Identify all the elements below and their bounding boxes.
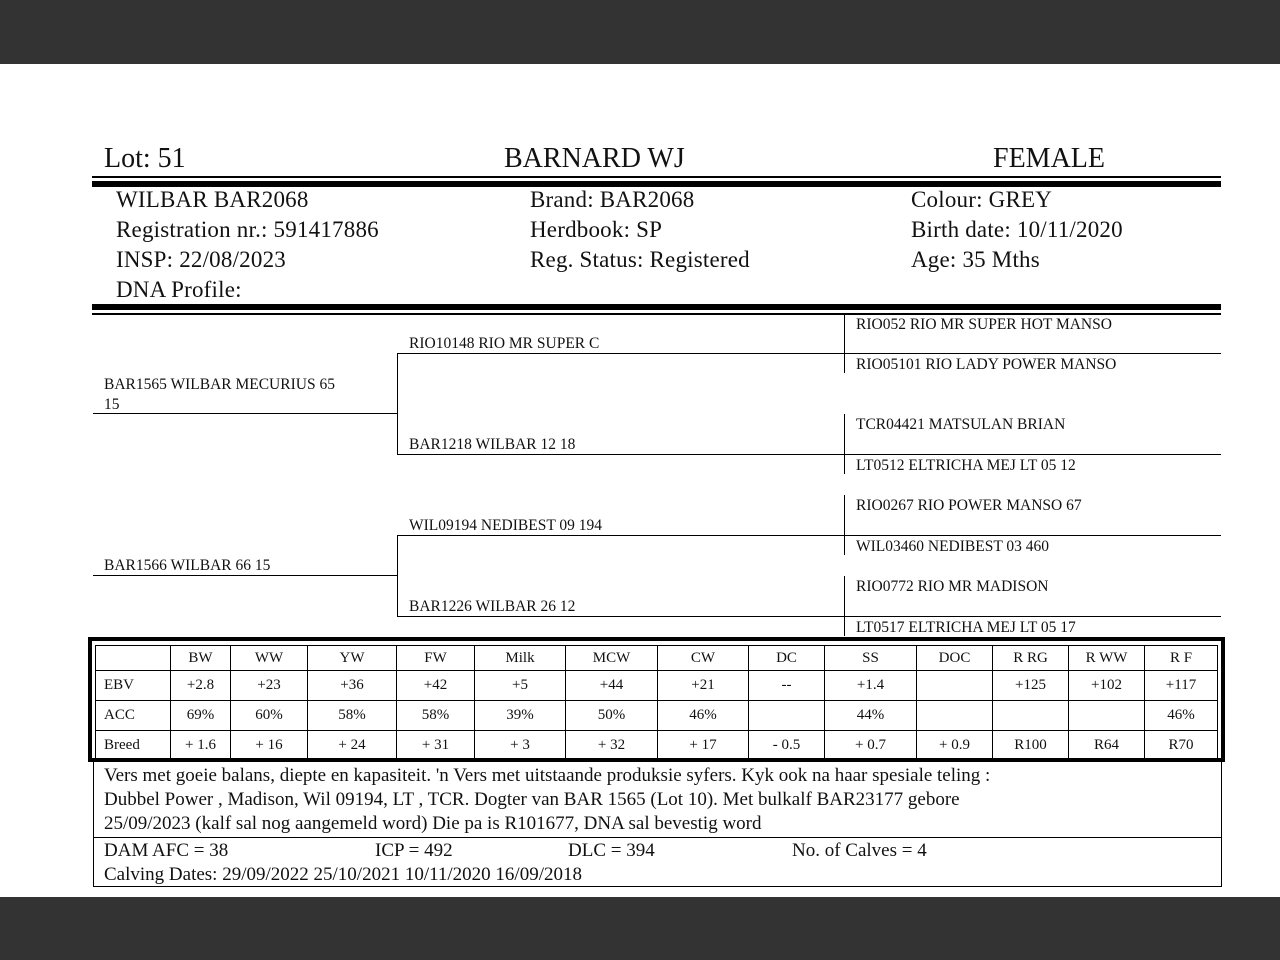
pedigree-line xyxy=(397,616,845,617)
ebv-header-cell: YW xyxy=(308,646,397,671)
ebv-cell: +23 xyxy=(231,671,308,701)
number-of-calves: No. of Calves = 4 xyxy=(792,840,927,861)
great-grandparent-8: LT0517 ELTRICHA MEJ LT 05 17 xyxy=(856,619,1076,636)
comment-line-1: Vers met goeie balans, diepte en kapasiteit. 'n Vers met uitstaande produksie syfers. Kyk ook na haar spesiale teling : xyxy=(104,765,991,786)
ebv-cell xyxy=(749,701,825,731)
ebv-cell: + 32 xyxy=(566,731,658,761)
ebv-cell: +36 xyxy=(308,671,397,701)
dam-name: BAR1566 WILBAR 66 15 xyxy=(104,557,271,574)
ebv-cell: 46% xyxy=(658,701,749,731)
ebv-cell: + 16 xyxy=(231,731,308,761)
pedigree-line xyxy=(93,575,398,576)
ebv-cell: +125 xyxy=(993,671,1069,701)
ebv-cell: + 0.7 xyxy=(825,731,917,761)
ebv-cell xyxy=(917,701,993,731)
ebv-cell: 58% xyxy=(308,701,397,731)
ebv-header-cell: CW xyxy=(658,646,749,671)
ebv-row-label: Breed xyxy=(96,731,171,761)
ebv-header-cell: BW xyxy=(171,646,231,671)
ebv-header-cell: FW xyxy=(397,646,475,671)
ebv-header-cell: DC xyxy=(749,646,825,671)
pedigree-line xyxy=(844,495,845,555)
ebv-row-label: EBV xyxy=(96,671,171,701)
dam-dam-name: BAR1226 WILBAR 26 12 xyxy=(409,598,576,615)
ebv-cell: 46% xyxy=(1145,701,1218,731)
sire-name: BAR1565 WILBAR MECURIUS 65 xyxy=(104,376,335,393)
ebv-cell: +2.8 xyxy=(171,671,231,701)
pedigree-line xyxy=(844,616,1221,617)
reg-status: Reg. Status: Registered xyxy=(530,247,750,272)
ebv-row-breed xyxy=(96,731,1218,761)
ebv-cell: +5 xyxy=(475,671,566,701)
ebv-cell: + 24 xyxy=(308,731,397,761)
ebv-cell: 60% xyxy=(231,701,308,731)
ebv-header-cell: R WW xyxy=(1069,646,1145,671)
age: Age: 35 Mths xyxy=(911,247,1040,272)
pedigree-line xyxy=(844,414,845,474)
ebv-cell: + 0.9 xyxy=(917,731,993,761)
ebv-header-cell: R F xyxy=(1145,646,1218,671)
dam-sire-name: WIL09194 NEDIBEST 09 194 xyxy=(409,517,603,534)
ebv-cell: 50% xyxy=(566,701,658,731)
ebv-cell: 69% xyxy=(171,701,231,731)
ebv-header-cell: R RG xyxy=(993,646,1069,671)
pedigree-line xyxy=(93,413,398,414)
animal-name: WILBAR BAR2068 xyxy=(116,187,309,212)
great-grandparent-2: RIO05101 RIO LADY POWER MANSO xyxy=(856,356,1117,373)
great-grandparent-1: RIO052 RIO MR SUPER HOT MANSO xyxy=(856,316,1112,333)
ebv-header-cell: SS xyxy=(825,646,917,671)
ebv-cell: + 3 xyxy=(475,731,566,761)
top-dark-bar xyxy=(0,0,1280,64)
sire-name-line2: 15 xyxy=(104,396,120,413)
ebv-cell: 58% xyxy=(397,701,475,731)
ebv-header-cell xyxy=(96,646,171,671)
pedigree-line xyxy=(397,535,398,617)
ebv-cell: + 17 xyxy=(658,731,749,761)
brand: Brand: BAR2068 xyxy=(530,187,695,212)
info-rule-thin xyxy=(92,313,1221,315)
ebv-cell: 39% xyxy=(475,701,566,731)
ebv-cell: +1.4 xyxy=(825,671,917,701)
pedigree-line xyxy=(397,454,845,455)
calving-dates: Calving Dates: 29/09/2022 25/10/2021 10/11/2020 16/09/2018 xyxy=(104,864,582,885)
header-rule-thin xyxy=(92,176,1221,178)
registration-number: Registration nr.: 591417886 xyxy=(116,217,379,242)
ebv-cell xyxy=(993,701,1069,731)
pedigree-line xyxy=(397,535,845,536)
sex-label: FEMALE xyxy=(993,143,1105,174)
ebv-cell: +42 xyxy=(397,671,475,701)
ebv-table xyxy=(95,645,1218,761)
pedigree-line xyxy=(844,576,845,636)
ebv-row-ebv xyxy=(96,671,1218,701)
ebv-cell: +117 xyxy=(1145,671,1218,701)
ebv-header-cell: MCW xyxy=(566,646,658,671)
birth-date: Birth date: 10/11/2020 xyxy=(911,217,1123,242)
pedigree-line xyxy=(844,454,1221,455)
insp-date: INSP: 22/08/2023 xyxy=(116,247,286,272)
breeder-name: BARNARD WJ xyxy=(504,143,685,174)
ebv-cell: +21 xyxy=(658,671,749,701)
pedigree-line xyxy=(397,353,398,455)
great-grandparent-3: TCR04421 MATSULAN BRIAN xyxy=(856,416,1066,433)
ebv-cell xyxy=(917,671,993,701)
bottom-dark-bar xyxy=(0,897,1280,960)
dam-afc: DAM AFC = 38 xyxy=(104,840,229,861)
ebv-row-label: ACC xyxy=(96,701,171,731)
ebv-cell: R100 xyxy=(993,731,1069,761)
ebv-row-acc xyxy=(96,701,1218,731)
ebv-cell: R64 xyxy=(1069,731,1145,761)
lot-number: Lot: 51 xyxy=(104,143,186,174)
ebv-cell: - 0.5 xyxy=(749,731,825,761)
pedigree-line xyxy=(397,353,845,354)
ebv-cell: + 31 xyxy=(397,731,475,761)
ebv-cell: +102 xyxy=(1069,671,1145,701)
sire-dam-name: BAR1218 WILBAR 12 18 xyxy=(409,436,576,453)
herdbook: Herdbook: SP xyxy=(530,217,663,242)
pedigree-line xyxy=(844,535,1221,536)
ebv-cell: 44% xyxy=(825,701,917,731)
great-grandparent-7: RIO0772 RIO MR MADISON xyxy=(856,578,1049,595)
ebv-header-cell: Milk xyxy=(475,646,566,671)
ebv-cell xyxy=(1069,701,1145,731)
colour: Colour: GREY xyxy=(911,187,1053,212)
great-grandparent-4: LT0512 ELTRICHA MEJ LT 05 12 xyxy=(856,457,1076,474)
ebv-cell: R70 xyxy=(1145,731,1218,761)
ebv-header-row xyxy=(96,646,1218,671)
pedigree-line xyxy=(844,353,1221,354)
sire-sire-name: RIO10148 RIO MR SUPER C xyxy=(409,335,600,352)
info-rule-thick xyxy=(92,304,1221,310)
comment-line-3: 25/09/2023 (kalf sal nog aangemeld word) Die pa is R101677, DNA sal bevestig word xyxy=(104,813,762,834)
comment-line-2: Dubbel Power , Madison, Wil 09194, LT , TCR. Dogter van BAR 1565 (Lot 10). Met bulkalf BAR23177 gebore xyxy=(104,789,960,810)
pedigree-line xyxy=(844,313,845,373)
ebv-cell: +44 xyxy=(566,671,658,701)
great-grandparent-5: RIO0267 RIO POWER MANSO 67 xyxy=(856,497,1082,514)
dlc: DLC = 394 xyxy=(568,840,655,861)
icp: ICP = 492 xyxy=(375,840,453,861)
ebv-header-cell: DOC xyxy=(917,646,993,671)
ebv-cell: -- xyxy=(749,671,825,701)
ebv-header-cell: WW xyxy=(231,646,308,671)
ebv-cell: + 1.6 xyxy=(171,731,231,761)
great-grandparent-6: WIL03460 NEDIBEST 03 460 xyxy=(856,538,1050,555)
dna-profile: DNA Profile: xyxy=(116,277,242,302)
